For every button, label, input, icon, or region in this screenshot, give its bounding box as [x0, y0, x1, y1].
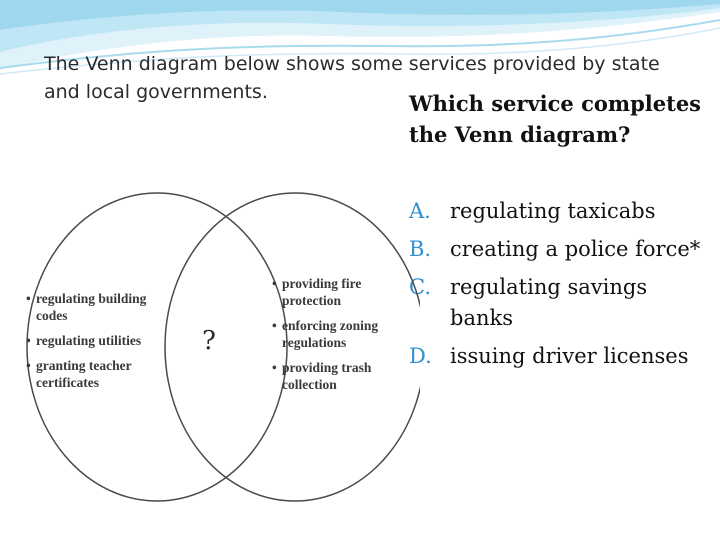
venn-left-item: • regulating building codes: [26, 290, 166, 324]
venn-right-item: • enforcing zoning regulations: [272, 317, 402, 351]
option-text: regulating taxicabs: [450, 199, 656, 223]
option-text: creating a police force*: [450, 237, 701, 261]
option-a[interactable]: [409, 196, 714, 227]
option-text: regulating savings banks: [450, 275, 648, 330]
venn-right-item: • providing trash collection: [272, 359, 402, 393]
option-text: issuing driver licenses: [450, 344, 689, 368]
option-d[interactable]: [409, 341, 714, 372]
answer-options: [409, 196, 714, 379]
option-letter: C.: [409, 275, 431, 299]
venn-overlap-question-mark: ?: [202, 326, 216, 356]
option-b[interactable]: [409, 234, 714, 265]
intro-text: The Venn diagram below shows some services provided by state and local governments.: [44, 53, 660, 103]
option-letter: B.: [409, 237, 432, 261]
venn-left-items: [26, 290, 166, 399]
venn-left-item: • granting teacher certificates: [26, 357, 166, 391]
option-letter: D.: [409, 344, 432, 368]
venn-left-item: • regulating utilities: [26, 332, 166, 349]
option-c[interactable]: [409, 272, 714, 334]
option-letter: A.: [409, 199, 431, 223]
question-text: Which service completes the Venn diagram?: [409, 91, 702, 147]
venn-right-items: [272, 275, 402, 401]
venn-right-item: • providing fire protection: [272, 275, 402, 309]
